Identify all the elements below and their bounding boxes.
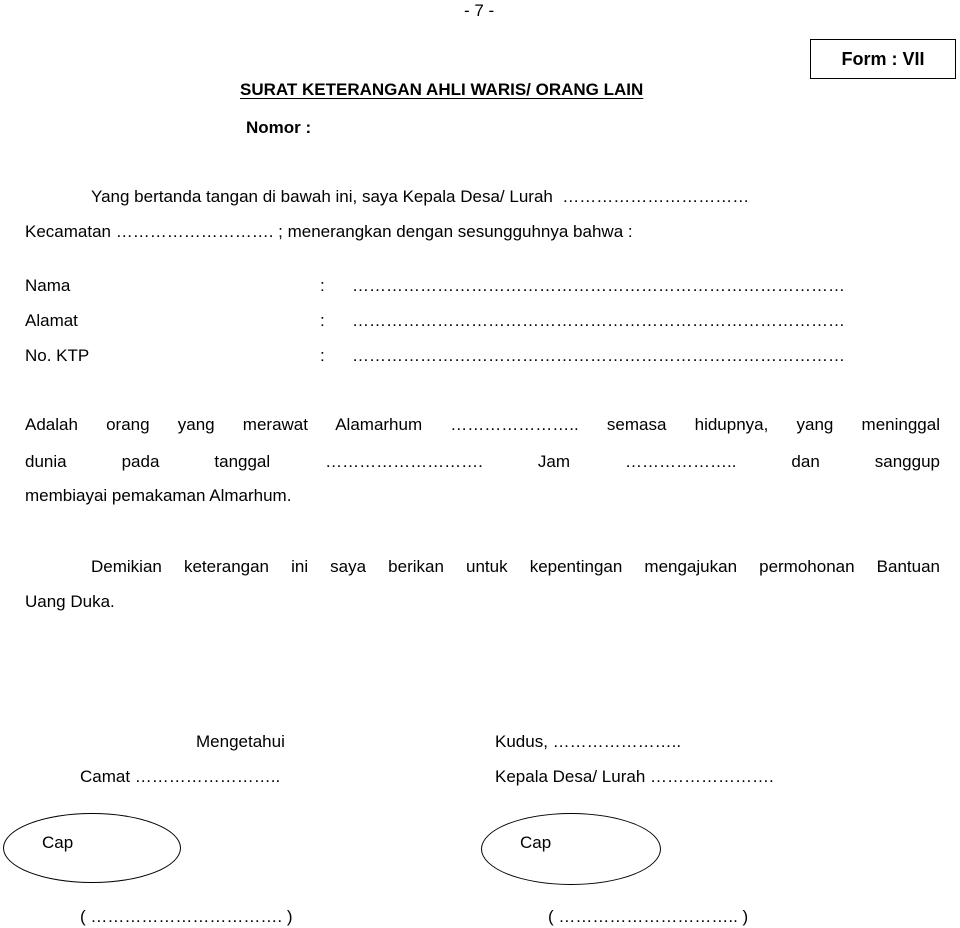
intro-line-1: Yang bertanda tangan di bawah ini, saya Kepala Desa/ Lurah …………………………… (91, 187, 750, 206)
field-nama-colon: : (320, 276, 325, 295)
paragraph-2-line-1: Demikian keterangan ini saya berikan untuk kepentingan mengajukan permohonan Bantuan (91, 557, 940, 576)
paragraph-2-line-2: Uang Duka. (25, 592, 115, 611)
stamp-circle-left (3, 813, 181, 883)
stamp-circle-right (481, 813, 661, 885)
stamp-left-label: Cap (42, 833, 74, 852)
field-alamat-label: Alamat (25, 311, 78, 330)
stamp-right-label: Cap (520, 833, 552, 852)
field-ktp-blank: …………………………………………………………………………… (352, 346, 845, 365)
form-label-box (810, 39, 956, 79)
field-nama-blank: …………………………………………………………………………… (352, 276, 845, 295)
document-title: SURAT KETERANGAN AHLI WARIS/ ORANG LAIN (240, 80, 644, 99)
field-ktp-colon: : (320, 346, 325, 365)
signature-name-right: ( ………………………….. ) (548, 907, 749, 926)
nomor-label: Nomor : (246, 118, 312, 137)
sign-left-role: Camat …………………….. (80, 767, 281, 786)
paragraph-1-line-1: Adalah orang yang merawat Alamarhum ………………….. semasa hidupnya, yang meninggal (25, 415, 940, 434)
page-number: - 7 - (464, 1, 495, 20)
sign-right-place-date: Kudus, ………………….. (495, 732, 682, 751)
intro-line-2: Kecamatan ………………………. ; menerangkan dengan sesungguhnya bahwa : (25, 222, 633, 241)
form-label: Form : VII (841, 48, 925, 69)
field-alamat-colon: : (320, 311, 325, 330)
field-ktp-label: No. KTP (25, 346, 90, 365)
paragraph-1-line-3: membiayai pemakaman Almarhum. (25, 486, 292, 505)
paragraph-1-line-2: dunia pada tanggal ………………………. Jam ……………….. dan sanggup (25, 452, 940, 471)
sign-right-role: Kepala Desa/ Lurah …………………. (495, 767, 774, 786)
signature-name-left: ( ……………………………. ) (80, 907, 293, 926)
sign-left-heading: Mengetahui (196, 732, 285, 751)
field-nama-label: Nama (25, 276, 71, 295)
field-alamat-blank: …………………………………………………………………………… (352, 311, 845, 330)
